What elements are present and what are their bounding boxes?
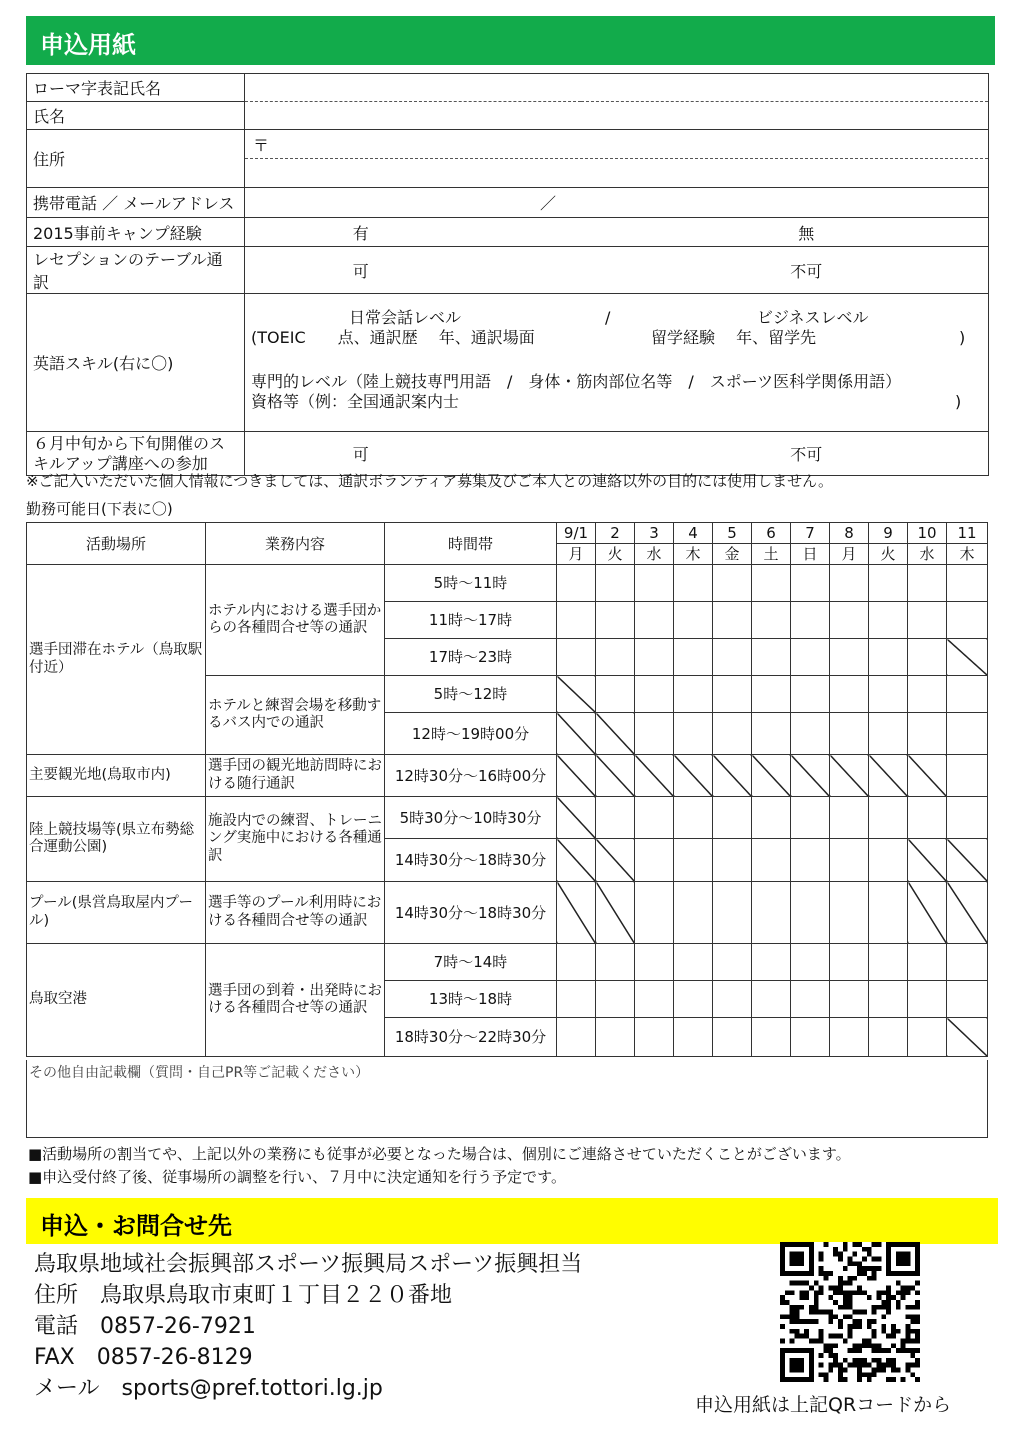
unavailable-cell	[869, 755, 908, 797]
specialist-level[interactable]: 専門的レベル（陸上競技専門用語 / 身体・筋肉部位名等 / スポーツ医科学関係用語）	[251, 372, 902, 391]
availability-cell[interactable]	[947, 981, 988, 1018]
romaji-name-field[interactable]	[245, 74, 989, 102]
qr-caption: 申込用紙は上記QRコードから	[695, 1394, 952, 1416]
availability-cell[interactable]	[947, 676, 988, 713]
availability-cell[interactable]	[635, 565, 674, 602]
availability-cell[interactable]	[635, 1018, 674, 1057]
availability-cell[interactable]	[869, 713, 908, 755]
unavailable-cell	[596, 713, 635, 755]
postal-code-line	[245, 130, 988, 159]
weekday-cell: 火	[596, 544, 635, 565]
availability-cell[interactable]	[674, 565, 713, 602]
availability-cell[interactable]	[674, 713, 713, 755]
availability-cell[interactable]	[791, 1018, 830, 1057]
availability-cell[interactable]	[947, 797, 988, 839]
date-cell: 9/1	[557, 523, 596, 544]
date-cell: 2	[596, 523, 635, 544]
availability-cell[interactable]	[557, 602, 596, 639]
availability-cell[interactable]	[908, 565, 947, 602]
availability-cell[interactable]	[947, 713, 988, 755]
camp-no-option[interactable]: 無	[581, 218, 989, 247]
availability-cell[interactable]	[791, 944, 830, 981]
time-slot: 5時30分～10時30分	[385, 797, 557, 839]
unavailable-cell	[752, 755, 791, 797]
qr-code-icon[interactable]	[780, 1242, 920, 1382]
time-slot: 12時30分～16時00分	[385, 755, 557, 797]
availability-cell[interactable]	[713, 981, 752, 1018]
availability-cell[interactable]	[869, 602, 908, 639]
availability-cell[interactable]	[596, 981, 635, 1018]
place-hotel: 選手団滞在ホテル（鳥取駅付近）	[27, 565, 206, 755]
availability-cell[interactable]	[596, 797, 635, 839]
skillup-label: ６月中旬から下旬開催のスキルアップ講座への参加	[27, 432, 245, 476]
availability-cell[interactable]	[713, 797, 752, 839]
availability-cell[interactable]	[557, 944, 596, 981]
time-slot: 12時～19時00分	[385, 713, 557, 755]
date-cell: 7	[791, 523, 830, 544]
availability-cell[interactable]	[830, 981, 869, 1018]
availability-cell[interactable]	[791, 981, 830, 1018]
availability-cell[interactable]	[713, 713, 752, 755]
availability-cell[interactable]	[869, 565, 908, 602]
availability-cell[interactable]	[752, 676, 791, 713]
date-cell: 4	[674, 523, 713, 544]
name-field[interactable]	[245, 102, 989, 130]
availability-cell[interactable]	[830, 944, 869, 981]
availability-cell[interactable]	[947, 565, 988, 602]
availability-cell[interactable]	[869, 676, 908, 713]
availability-cell[interactable]	[752, 602, 791, 639]
availability-cell[interactable]	[869, 839, 908, 882]
work-hotel-inquiries: ホテル内における選手団からの各種問合せ等の通訳	[206, 565, 385, 676]
availability-cell[interactable]	[752, 839, 791, 882]
time-slot: 14時30分～18時30分	[385, 839, 557, 882]
camp-yes-option[interactable]: 有	[245, 218, 581, 247]
availability-cell[interactable]	[713, 944, 752, 981]
availability-cell[interactable]	[791, 565, 830, 602]
availability-cell[interactable]	[635, 602, 674, 639]
availability-cell[interactable]	[635, 882, 674, 944]
unavailable-cell	[830, 755, 869, 797]
availability-cell[interactable]	[947, 755, 988, 797]
availability-cell[interactable]	[791, 676, 830, 713]
unavailable-cell	[557, 839, 596, 882]
availability-cell[interactable]	[869, 944, 908, 981]
name-label: 氏名	[27, 102, 245, 130]
availability-cell[interactable]	[752, 944, 791, 981]
contact-address: 住所 鳥取県鳥取市東町１丁目２２０番地	[34, 1283, 453, 1308]
unavailable-cell	[947, 1018, 988, 1057]
address-field[interactable]	[245, 130, 989, 188]
unavailable-cell	[908, 839, 947, 882]
place-stadium: 陸上競技場等(県立布勢総合運動公園)	[27, 797, 206, 882]
availability-cell[interactable]	[830, 639, 869, 676]
availability-cell[interactable]	[635, 839, 674, 882]
weekday-cell: 土	[752, 544, 791, 565]
free-text-label: その他自由記載欄（質問・自己PR等ご記載ください）	[29, 1065, 370, 1081]
availability-cell[interactable]	[635, 944, 674, 981]
study-abroad-detail: 留学経験 年、留学先	[651, 328, 817, 347]
availability-cell[interactable]	[557, 639, 596, 676]
availability-cell[interactable]	[596, 565, 635, 602]
english-level-line	[251, 308, 982, 328]
time-slot: 14時30分～18時30分	[385, 882, 557, 944]
reception-yes-option[interactable]: 可	[245, 247, 581, 294]
availability-cell[interactable]	[908, 797, 947, 839]
availability-cell[interactable]	[869, 882, 908, 944]
schedule-table	[26, 522, 988, 1057]
availability-cell[interactable]	[635, 639, 674, 676]
unavailable-cell	[791, 755, 830, 797]
availability-cell[interactable]	[596, 602, 635, 639]
availability-cell[interactable]	[752, 565, 791, 602]
availability-cell[interactable]	[908, 1018, 947, 1057]
reception-no-option[interactable]: 不可	[581, 247, 989, 294]
contact-org: 鳥取県地域社会振興部スポーツ振興局スポーツ振興担当	[34, 1252, 583, 1277]
free-text-field[interactable]	[26, 1060, 988, 1138]
weekday-cell: 月	[830, 544, 869, 565]
qualification-detail: 資格等（例：全国通訳案内士	[251, 392, 460, 411]
availability-cell[interactable]	[674, 676, 713, 713]
availability-cell[interactable]	[830, 713, 869, 755]
place-header: 活動場所	[27, 523, 206, 565]
availability-cell[interactable]	[830, 797, 869, 839]
application-form	[26, 73, 989, 476]
address-label: 住所	[27, 130, 245, 188]
availability-cell[interactable]	[752, 639, 791, 676]
skillup-no-option[interactable]: 不可	[581, 432, 989, 476]
qualification-close-paren: )	[955, 392, 962, 411]
work-training-interpretation: 施設内での練習、トレーニング実施中における各種通訳	[206, 797, 385, 882]
time-slot: 13時～18時	[385, 981, 557, 1018]
availability-cell[interactable]	[869, 1018, 908, 1057]
unavailable-cell	[947, 882, 988, 944]
availability-cell[interactable]	[830, 565, 869, 602]
availability-cell[interactable]	[596, 639, 635, 676]
availability-cell[interactable]	[635, 676, 674, 713]
availability-cell[interactable]	[752, 1018, 791, 1057]
note-decision: ■申込受付終了後、従事場所の調整を行い、７月中に決定通知を行う予定です。	[28, 1168, 566, 1186]
availability-cell[interactable]	[635, 713, 674, 755]
phone-email-field[interactable]	[245, 188, 989, 218]
work-bus-interpretation: ホテルと練習会場を移動するバス内での通訳	[206, 676, 385, 755]
availability-cell[interactable]	[908, 602, 947, 639]
weekday-cell: 日	[791, 544, 830, 565]
availability-cell[interactable]	[830, 839, 869, 882]
note-assignment: ■活動場所の割当てや、上記以外の業務にも従事が必要となった場合は、個別にご連絡させていただくことがございます。	[28, 1145, 851, 1163]
availability-cell[interactable]	[674, 602, 713, 639]
form-title: 申込用紙	[40, 31, 136, 59]
time-slot: 7時～14時	[385, 944, 557, 981]
business-level[interactable]: ビジネスレベル	[757, 308, 869, 327]
availability-cell[interactable]	[635, 797, 674, 839]
availability-cell[interactable]	[791, 602, 830, 639]
date-cell: 10	[908, 523, 947, 544]
qualification-line	[251, 392, 982, 412]
availability-cell[interactable]	[635, 981, 674, 1018]
skillup-yes-option[interactable]: 可	[245, 432, 581, 476]
toeic-detail: (TOEIC 点、通訳歴 年、通訳場面	[251, 328, 535, 347]
availability-cell[interactable]	[908, 676, 947, 713]
availability-cell[interactable]	[908, 713, 947, 755]
unavailable-cell	[947, 839, 988, 882]
availability-cell[interactable]	[674, 797, 713, 839]
contact-banner	[26, 1198, 998, 1244]
unavailable-cell	[557, 713, 596, 755]
availability-cell[interactable]	[752, 981, 791, 1018]
unavailable-cell	[635, 755, 674, 797]
unavailable-cell	[557, 755, 596, 797]
availability-cell[interactable]	[752, 882, 791, 944]
availability-cell[interactable]	[908, 944, 947, 981]
availability-cell[interactable]	[713, 565, 752, 602]
availability-cell[interactable]	[596, 944, 635, 981]
availability-cell[interactable]	[674, 1018, 713, 1057]
unavailable-cell	[596, 755, 635, 797]
unavailable-cell	[947, 639, 988, 676]
unavailable-cell	[596, 882, 635, 944]
privacy-note: ※ご記入いただいた個人情報につきましては、通訳ボランティア募集及びご本人との連絡以外の目的には使用しません。	[26, 472, 833, 490]
contact-fax: FAX 0857-26-8129	[34, 1345, 253, 1370]
availability-cell[interactable]	[713, 839, 752, 882]
unavailable-cell	[908, 882, 947, 944]
work-header: 業務内容	[206, 523, 385, 565]
conversation-level[interactable]: 日常会話レベル	[349, 308, 462, 327]
availability-cell[interactable]	[674, 944, 713, 981]
date-cell: 5	[713, 523, 752, 544]
availability-cell[interactable]	[830, 882, 869, 944]
availability-cell[interactable]	[791, 713, 830, 755]
contact-phone: 電話 0857-26-7921	[34, 1314, 256, 1339]
date-cell: 11	[947, 523, 988, 544]
unavailable-cell	[557, 676, 596, 713]
availability-cell[interactable]	[674, 981, 713, 1018]
availability-cell[interactable]	[947, 944, 988, 981]
availability-cell[interactable]	[713, 639, 752, 676]
availability-cell[interactable]	[713, 676, 752, 713]
date-cell: 3	[635, 523, 674, 544]
weekday-cell: 月	[557, 544, 596, 565]
weekday-cell: 水	[908, 544, 947, 565]
time-slot: 11時～17時	[385, 602, 557, 639]
availability-cell[interactable]	[713, 602, 752, 639]
form-title-banner	[26, 16, 995, 65]
availability-cell[interactable]	[557, 565, 596, 602]
weekday-cell: 水	[635, 544, 674, 565]
unavailable-cell	[557, 882, 596, 944]
availability-cell[interactable]	[752, 797, 791, 839]
availability-cell[interactable]	[947, 602, 988, 639]
work-sightseeing-escort: 選手団の観光地訪問時における随行通訳	[206, 755, 385, 797]
availability-cell[interactable]	[869, 639, 908, 676]
english-skill-field[interactable]	[245, 294, 989, 432]
work-airport-inquiries: 選手団の到着・出発時における各種問合せ等の通訳	[206, 944, 385, 1057]
availability-cell[interactable]	[596, 1018, 635, 1057]
contact-email[interactable]: メール sports@pref.tottori.lg.jp	[34, 1376, 383, 1401]
availability-cell[interactable]	[830, 676, 869, 713]
availability-cell[interactable]	[674, 882, 713, 944]
availability-cell[interactable]	[830, 602, 869, 639]
time-slot: 5時～12時	[385, 676, 557, 713]
availability-cell[interactable]	[791, 839, 830, 882]
availability-cell[interactable]	[674, 839, 713, 882]
time-slot: 18時30分～22時30分	[385, 1018, 557, 1057]
availability-cell[interactable]	[908, 639, 947, 676]
availability-cell[interactable]	[791, 882, 830, 944]
availability-cell[interactable]	[713, 1018, 752, 1057]
schedule-title: 勤務可能日(下表に〇)	[26, 500, 173, 518]
place-airport: 鳥取空港	[27, 944, 206, 1057]
date-cell: 9	[869, 523, 908, 544]
phone-email-label: 携帯電話 ／ メールアドレス	[27, 188, 245, 218]
unavailable-cell	[908, 755, 947, 797]
level-separator: /	[605, 308, 611, 327]
availability-cell[interactable]	[557, 981, 596, 1018]
weekday-cell: 火	[869, 544, 908, 565]
camp-experience-label: 2015事前キャンプ経験	[27, 218, 245, 247]
availability-cell[interactable]	[674, 639, 713, 676]
postal-mark: 〒	[253, 136, 270, 155]
unavailable-cell	[557, 797, 596, 839]
place-sightseeing: 主要観光地(鳥取市内)	[27, 755, 206, 797]
romaji-name-label: ローマ字表記氏名	[27, 74, 245, 102]
contact-title: 申込・お問合せ先	[40, 1212, 232, 1240]
time-slot: 17時～23時	[385, 639, 557, 676]
availability-cell[interactable]	[830, 1018, 869, 1057]
english-skill-label: 英語スキル(右に〇)	[27, 294, 245, 432]
weekday-cell: 木	[947, 544, 988, 565]
place-pool: プール(県営鳥取屋内プール)	[27, 882, 206, 944]
availability-cell[interactable]	[791, 797, 830, 839]
availability-cell[interactable]	[791, 639, 830, 676]
availability-cell[interactable]	[752, 713, 791, 755]
date-cell: 6	[752, 523, 791, 544]
unavailable-cell	[713, 755, 752, 797]
phone-email-separator: ／	[540, 194, 557, 213]
unavailable-cell	[596, 839, 635, 882]
time-slot: 5時～11時	[385, 565, 557, 602]
weekday-cell: 金	[713, 544, 752, 565]
time-header: 時間帯	[385, 523, 557, 565]
availability-cell[interactable]	[713, 882, 752, 944]
work-pool-inquiries: 選手等のプール利用時における各種問合せ等の通訳	[206, 882, 385, 944]
availability-cell[interactable]	[908, 981, 947, 1018]
reception-label: レセプションのテーブル通訳	[27, 247, 245, 294]
availability-cell[interactable]	[869, 981, 908, 1018]
availability-cell[interactable]	[869, 797, 908, 839]
unavailable-cell	[674, 755, 713, 797]
availability-cell[interactable]	[557, 1018, 596, 1057]
detail-close-paren: )	[959, 328, 966, 347]
date-cell: 8	[830, 523, 869, 544]
english-detail-line	[251, 328, 982, 348]
availability-cell[interactable]	[596, 676, 635, 713]
weekday-cell: 木	[674, 544, 713, 565]
